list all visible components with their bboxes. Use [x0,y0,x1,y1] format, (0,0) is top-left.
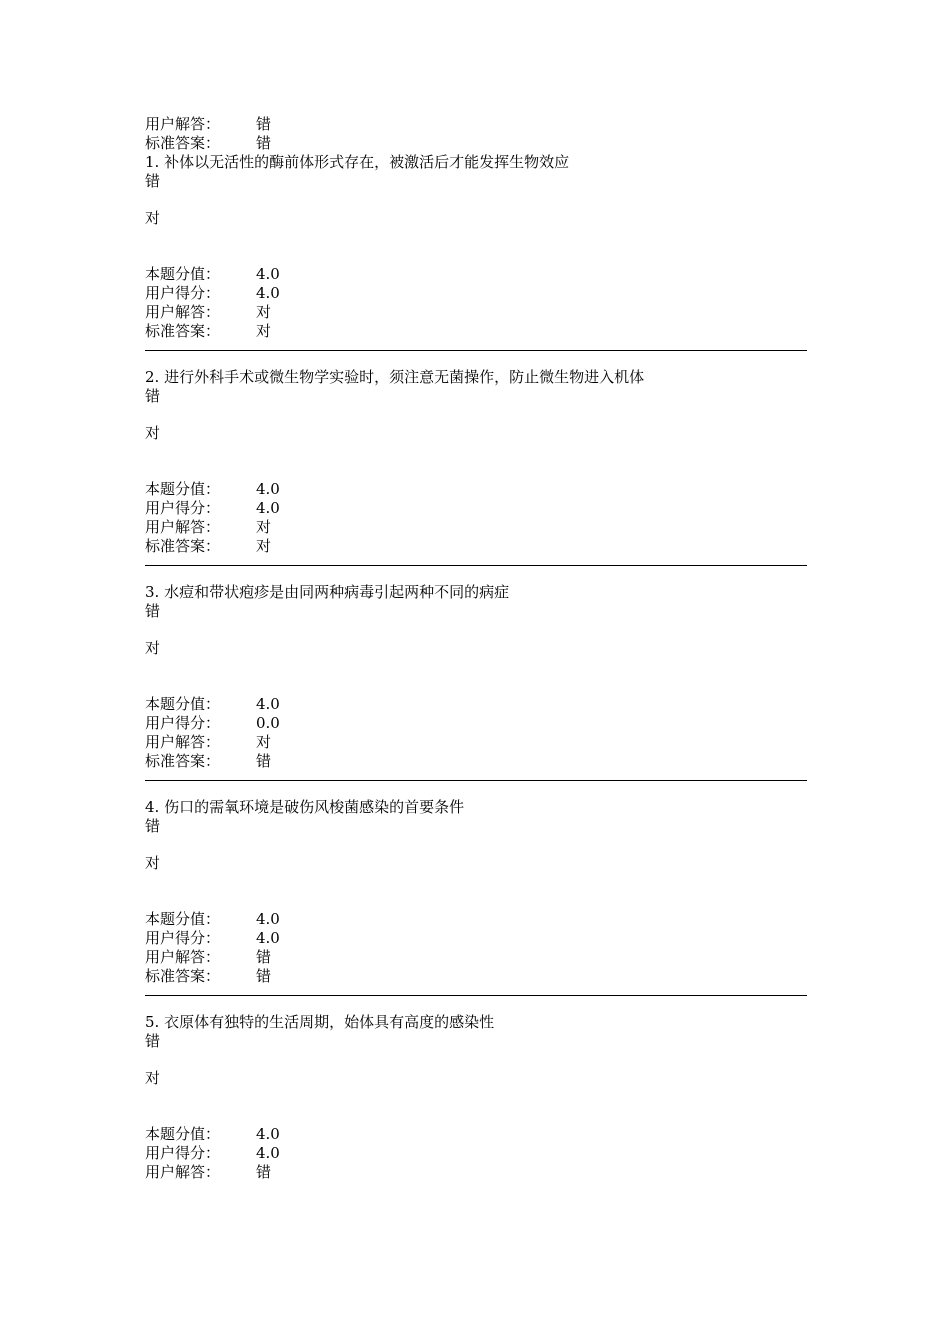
option-right[interactable]: 对 [145,639,161,657]
detail-label: 标准答案： [145,967,221,985]
question-5 [145,1013,807,1182]
detail-value: 对 [256,518,272,536]
detail-label: 标准答案： [145,537,221,555]
detail-row-user-answer [145,948,807,967]
detail-row-user-answer [145,518,807,537]
detail-row-standard-answer [145,322,807,341]
detail-row-user-score [145,499,807,518]
detail-row-score-value [145,910,807,929]
detail-value: 4.0 [256,695,280,713]
detail-label: 用户解答： [145,518,221,536]
detail-value: 错 [256,1163,272,1181]
option-wrong[interactable]: 错 [145,602,161,620]
option-right[interactable]: 对 [145,854,161,872]
detail-value: 对 [256,322,272,340]
detail-label: 标准答案： [145,322,221,340]
option-right[interactable]: 对 [145,209,161,227]
question-3 [145,583,807,771]
question-2 [145,368,807,556]
detail-label: 用户得分： [145,929,221,947]
detail-row-score-value [145,1125,807,1144]
question-title: 4. 伤口的需氧环境是破伤风梭菌感染的首要条件 [145,798,465,816]
detail-value: 对 [256,537,272,555]
detail-value: 错 [256,948,272,966]
detail-label: 标准答案： [145,752,221,770]
detail-value: 4.0 [256,265,280,283]
question-1 [145,153,807,341]
detail-row-user-score [145,714,807,733]
question-divider [145,780,807,781]
detail-row-score-value [145,265,807,284]
detail-value: 4.0 [256,929,280,947]
detail-value: 4.0 [256,480,280,498]
detail-label: 用户得分： [145,284,221,302]
detail-label: 标准答案： [145,134,221,152]
detail-row-user-answer [145,733,807,752]
option-wrong[interactable]: 错 [145,172,161,190]
detail-label: 用户解答： [145,733,221,751]
detail-value: 错 [256,134,272,152]
option-wrong[interactable]: 错 [145,1032,161,1050]
detail-value: 4.0 [256,910,280,928]
option-right[interactable]: 对 [145,1069,161,1087]
option-wrong[interactable]: 错 [145,387,161,405]
detail-row-score-value [145,695,807,714]
detail-label: 用户解答： [145,115,221,133]
detail-row-standard-answer [145,134,807,153]
detail-value: 0.0 [256,714,280,732]
option-right[interactable]: 对 [145,424,161,442]
question-divider [145,565,807,566]
detail-row-user-answer [145,115,807,134]
detail-value: 4.0 [256,1144,280,1162]
detail-row-user-score [145,929,807,948]
detail-value: 对 [256,733,272,751]
detail-label: 本题分值： [145,265,221,283]
question-title: 5. 衣原体有独特的生活周期，始体具有高度的感染性 [145,1013,495,1031]
detail-row-standard-answer [145,967,807,986]
detail-label: 用户解答： [145,303,221,321]
detail-value: 4.0 [256,499,280,517]
detail-label: 本题分值： [145,695,221,713]
detail-value: 错 [256,967,272,985]
question-divider [145,995,807,996]
detail-label: 本题分值： [145,1125,221,1143]
detail-value: 错 [256,115,272,133]
question-4 [145,798,807,986]
detail-value: 对 [256,303,272,321]
question-title: 3. 水痘和带状疱疹是由同两种病毒引起两种不同的病症 [145,583,510,601]
option-wrong[interactable]: 错 [145,817,161,835]
detail-value: 4.0 [256,284,280,302]
detail-label: 用户得分： [145,499,221,517]
detail-value: 4.0 [256,1125,280,1143]
detail-row-score-value [145,480,807,499]
detail-label: 本题分值： [145,480,221,498]
detail-value: 错 [256,752,272,770]
detail-row-user-score [145,1144,807,1163]
question-divider [145,350,807,351]
detail-label: 用户解答： [145,948,221,966]
detail-row-standard-answer [145,752,807,771]
detail-row-standard-answer [145,537,807,556]
detail-row-user-answer [145,303,807,322]
detail-label: 用户得分： [145,1144,221,1162]
question-title: 2. 进行外科手术或微生物学实验时，须注意无菌操作，防止微生物进入机体 [145,368,645,386]
detail-label: 用户得分： [145,714,221,732]
detail-row-user-score [145,284,807,303]
detail-label: 本题分值： [145,910,221,928]
detail-label: 用户解答： [145,1163,221,1181]
document-page [145,115,807,1182]
detail-row-user-answer [145,1163,807,1182]
question-title: 1. 补体以无活性的酶前体形式存在，被激活后才能发挥生物效应 [145,153,570,171]
